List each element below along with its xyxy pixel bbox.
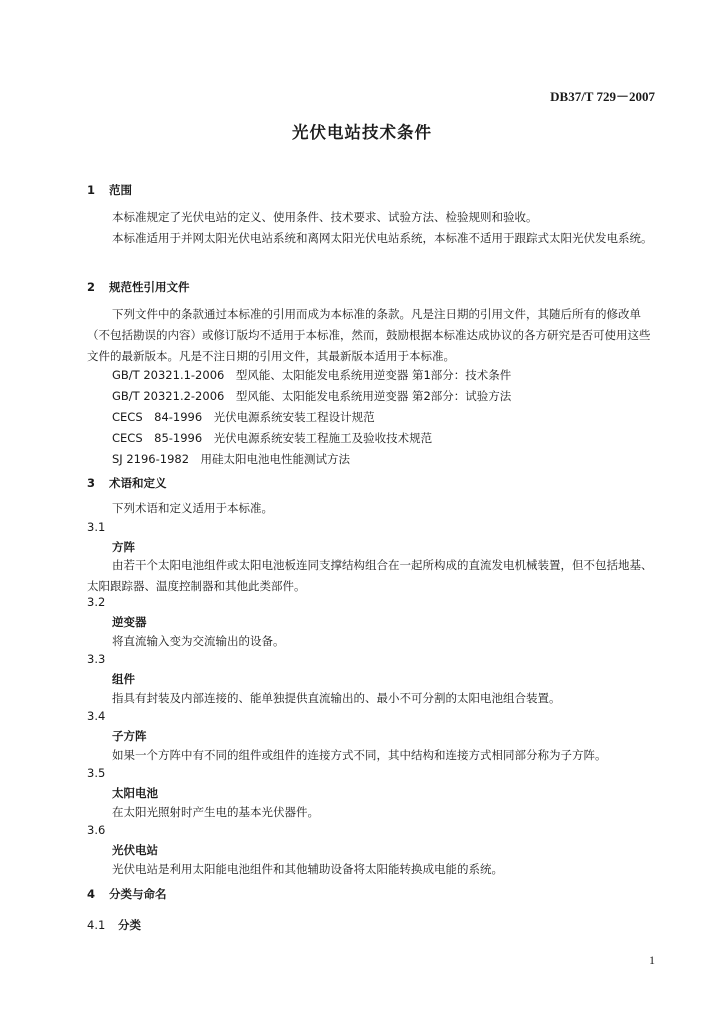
term-name: 逆变器 [112, 615, 147, 629]
page-number: 1 [649, 953, 655, 967]
term-definition [87, 555, 659, 597]
standard-id: DB37/T 729－2007 [550, 89, 655, 104]
section-title: 分类与命名 [109, 887, 167, 901]
section-4-heading [87, 886, 167, 902]
paragraph: 本标准规定了光伏电站的定义、使用条件、技术要求、试验方法、检验规则和验收。 [112, 210, 538, 224]
term-name: 子方阵 [112, 729, 147, 743]
subsection-4-1-heading [87, 917, 141, 933]
term-name: 光伏电站 [112, 843, 158, 857]
section-number: 1 [87, 183, 96, 197]
paragraph: 由若干个太阳电池组件或太阳电池板连同支撑结构组合在一起所构成的直流发电机械装置，但不包括地基、太阳跟踪器、温度控制器和其他此类部件。 [87, 558, 653, 593]
term-number: 3.3 [87, 652, 106, 666]
term-definition: 将直流输入变为交流输出的设备。 [112, 634, 285, 648]
section-1-body [87, 207, 659, 249]
reference-item: SJ 2196-1982 用硅太阳电池电性能测试方法 [112, 452, 351, 466]
term-number: 3.5 [87, 766, 106, 780]
term-definition: 光伏电站是利用太阳能电池组件和其他辅助设备将太阳能转换成电能的系统。 [112, 862, 503, 876]
section-number: 2 [87, 280, 96, 294]
paragraph: 下列文件中的条款通过本标准的引用而成为本标准的条款。凡是注日期的引用文件，其随后所有的修改单（不包括勘误的内容）或修订版均不适用于本标准，然而，鼓励根据本标准达成协议的各方研究是否可使用这些文件的最新版本。凡是不注日期的引用文件，其最新版本适用于本标准。 [87, 307, 651, 363]
section-3-intro: 下列术语和定义适用于本标准。 [112, 501, 273, 515]
subsection-number: 4.1 [87, 918, 106, 932]
term-number: 3.2 [87, 595, 106, 609]
section-number: 3 [87, 476, 96, 490]
reference-item: GB/T 20321.1-2006 型风能、太阳能发电系统用逆变器 第1部分：技术条件 [112, 368, 512, 382]
term-definition: 在太阳光照射时产生电的基本光伏器件。 [112, 805, 319, 819]
term-definition: 如果一个方阵中有不同的组件或组件的连接方式不同，其中结构和连接方式相同部分称为子方阵。 [112, 748, 607, 762]
term-number: 3.6 [87, 823, 106, 837]
term-definition: 指具有封装及内部连接的、能单独提供直流输出的、最小不可分割的太阳电池组合装置。 [112, 691, 561, 705]
term-name: 组件 [112, 672, 135, 686]
term-number: 3.1 [87, 520, 106, 534]
section-number: 4 [87, 887, 96, 901]
section-title: 范围 [109, 183, 132, 197]
reference-item: GB/T 20321.2-2006 型风能、太阳能发电系统用逆变器 第2部分：试验方法 [112, 389, 512, 403]
section-2-intro [87, 304, 659, 367]
paragraph: 本标准适用于并网太阳光伏电站系统和离网太阳光伏电站系统，本标准不适用于跟踪式太阳光伏发电系统。 [112, 231, 653, 245]
section-2-heading [87, 279, 190, 295]
subsection-title: 分类 [118, 918, 141, 932]
section-1-heading [87, 182, 132, 198]
reference-item: CECS 85-1996 光伏电源系统安装工程施工及验收技术规范 [112, 431, 433, 445]
term-number: 3.4 [87, 709, 106, 723]
section-title: 规范性引用文件 [109, 280, 190, 294]
reference-item: CECS 84-1996 光伏电源系统安装工程设计规范 [112, 410, 375, 424]
section-title: 术语和定义 [109, 476, 167, 490]
term-name: 太阳电池 [112, 786, 158, 800]
page-title: 光伏电站技术条件 [292, 123, 432, 142]
term-name: 方阵 [112, 540, 135, 554]
section-3-heading [87, 475, 167, 491]
